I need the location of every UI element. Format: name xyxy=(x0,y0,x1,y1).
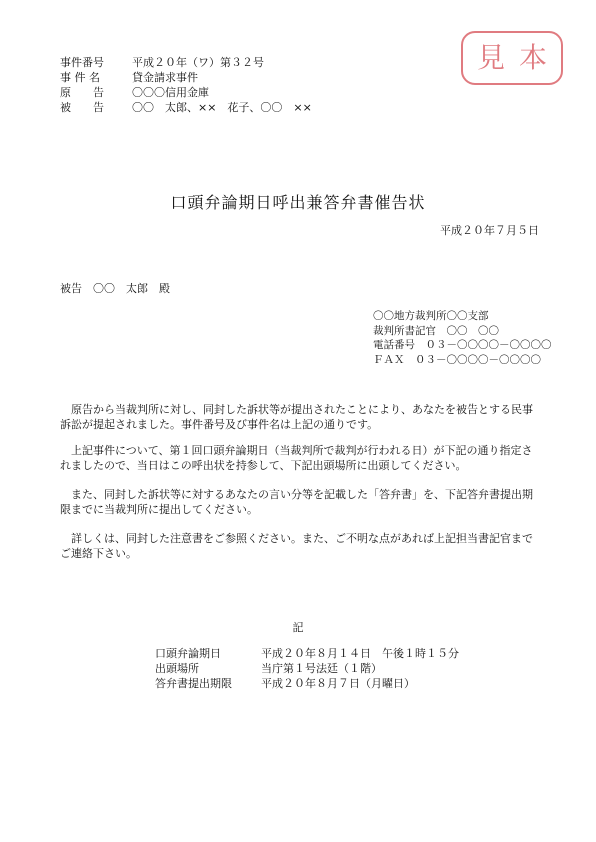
case-name-label: 事 件 名 xyxy=(60,71,100,84)
court-block xyxy=(373,309,552,367)
defendant-label: 被 告 xyxy=(60,101,104,114)
addressee: 被告 〇〇 太郎 殿 xyxy=(60,282,170,295)
ki-heading: 記 xyxy=(292,621,304,634)
body-paragraph-4: 詳しくは、同封した注意書をご参照ください。また、ご不明な点があれば上記担当書記官までご連絡下さい。 xyxy=(60,532,533,560)
body-paragraph-2: 上記事件について、第１回口頭弁論期日（当裁判所で裁判が行われる日）が下記の通り指定されましたので、当日はこの呼出状を持参して、下記出頭場所に出頭してください。 xyxy=(60,444,533,472)
document-title: 口頭弁論期日呼出兼答弁書催告状 xyxy=(170,193,426,212)
schedule-value: 平成２０年８月１４日 午後１時１５分 xyxy=(261,647,459,660)
plaintiff-value: 〇〇〇信用金庫 xyxy=(132,86,209,99)
schedule-label: 答弁書提出期限 xyxy=(155,677,232,690)
schedule-value: 平成２０年８月７日（月曜日） xyxy=(261,677,415,690)
schedule-value: 当庁第１号法廷（１階） xyxy=(261,662,382,675)
case-number-label: 事件番号 xyxy=(60,56,104,69)
court-clerk: 裁判所書記官 〇〇 〇〇 xyxy=(373,324,499,337)
plaintiff-label: 原 告 xyxy=(60,86,104,99)
body-paragraph-1: 原告から当裁判所に対し、同封した訴状等が提出されたことにより、あなたを被告とする民事訴訟が提起されました。事件番号及び事件名は上記の通りです。 xyxy=(60,403,533,431)
court-name: 〇〇地方裁判所〇〇支部 xyxy=(373,310,489,322)
schedule-label: 口頭弁論期日 xyxy=(155,647,221,660)
body-paragraph-3: また、同封した訴状等に対するあなたの言い分等を記載した「答弁書」を、下記答弁書提出期限までに当裁判所に提出してください。 xyxy=(60,488,533,516)
court-phone: 電話番号 ０３－〇〇〇〇－〇〇〇〇 xyxy=(373,339,552,351)
case-name-value: 貸金請求事件 xyxy=(132,71,198,84)
case-number-value: 平成２０年（ワ）第３２号 xyxy=(132,56,264,69)
sample-stamp: 見本 xyxy=(461,31,563,85)
schedule-label: 出頭場所 xyxy=(155,662,199,675)
issue-date: 平成２０年７月５日 xyxy=(440,224,539,237)
defendant-value: 〇〇 太郎、×× 花子、〇〇 ×× xyxy=(132,101,312,114)
court-fax: ＦＡＸ ０３－〇〇〇〇－〇〇〇〇 xyxy=(373,353,541,366)
